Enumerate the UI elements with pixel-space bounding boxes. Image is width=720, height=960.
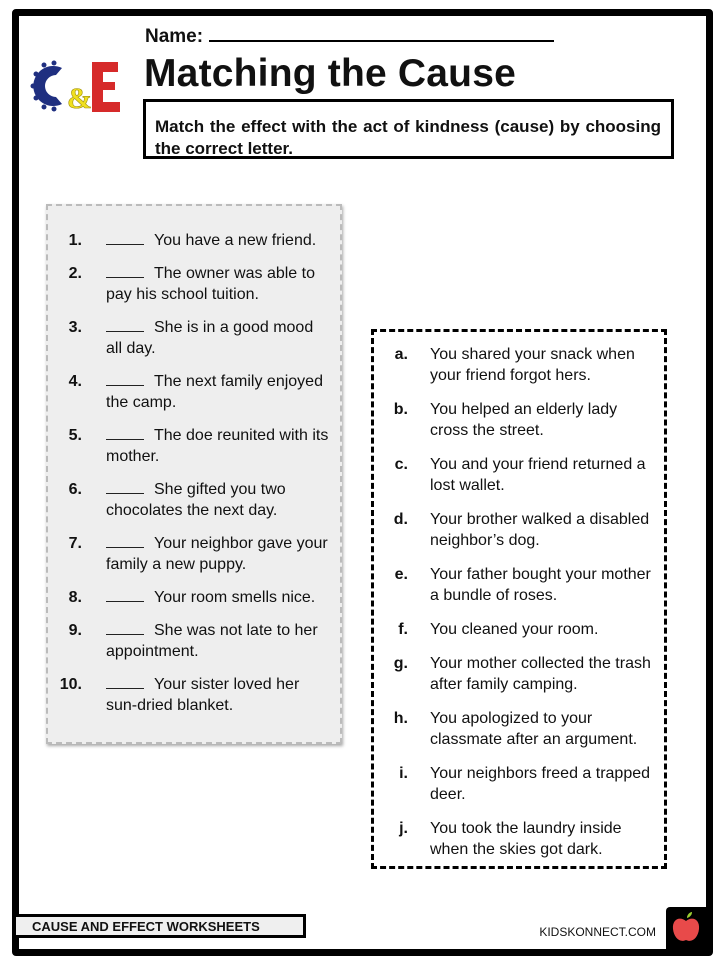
effect-number: 6. xyxy=(68,481,82,498)
effect-text: She is in a good mood all day. xyxy=(106,319,314,357)
effect-item xyxy=(48,587,340,608)
cause-item xyxy=(374,619,664,640)
cause-text: Your brother walked a disabled neighbor’s dog. xyxy=(430,511,650,549)
cause-item xyxy=(374,509,664,551)
causes-list xyxy=(374,344,664,873)
answer-blank[interactable] xyxy=(106,318,144,332)
cause-text: Your father bought your mother a bundle of roses. xyxy=(430,566,651,604)
effect-text: The owner was able to pay his school tuition. xyxy=(106,265,315,303)
cause-letter: f. xyxy=(398,621,408,638)
cause-item xyxy=(374,818,664,860)
worksheet-series-label: CAUSE AND EFFECT WORKSHEETS xyxy=(16,914,306,938)
apple-icon xyxy=(666,907,706,949)
effect-item xyxy=(48,620,340,662)
effect-item xyxy=(48,674,340,716)
effect-number: 9. xyxy=(68,622,82,639)
effect-item xyxy=(48,263,340,305)
cause-letter: a. xyxy=(394,346,408,363)
cause-letter: c. xyxy=(394,456,408,473)
cause-item xyxy=(374,454,664,496)
effect-text: She was not late to her appointment. xyxy=(106,622,318,660)
effect-number: 5. xyxy=(68,427,82,444)
effect-text: The next family enjoyed the camp. xyxy=(106,373,323,411)
answer-blank[interactable] xyxy=(106,372,144,386)
effect-text: Your neighbor gave your family a new puppy. xyxy=(106,535,328,573)
cause-letter: g. xyxy=(393,655,408,672)
cause-text: You cleaned your room. xyxy=(430,621,599,638)
cause-letter: h. xyxy=(393,710,408,727)
name-label: Name: xyxy=(145,26,204,47)
site-name: KIDSKONNECT.COM xyxy=(539,925,656,939)
answer-blank[interactable] xyxy=(106,480,144,494)
cause-text: You and your friend returned a lost wallet. xyxy=(430,456,646,494)
effect-number: 7. xyxy=(68,535,82,552)
effect-number: 1. xyxy=(68,232,82,249)
cause-item xyxy=(374,763,664,805)
answer-blank[interactable] xyxy=(106,264,144,278)
effects-panel xyxy=(46,204,342,744)
answer-blank[interactable] xyxy=(106,426,144,440)
effect-item xyxy=(48,371,340,413)
cause-item xyxy=(374,564,664,606)
answer-blank[interactable] xyxy=(106,588,144,602)
answer-blank[interactable] xyxy=(106,621,144,635)
cause-letter: b. xyxy=(393,401,408,418)
page-title: Matching the Cause xyxy=(144,52,516,95)
effect-item xyxy=(48,425,340,467)
effect-text: She gifted you two chocolates the next day. xyxy=(106,481,286,519)
cause-item xyxy=(374,653,664,695)
cause-letter: e. xyxy=(394,566,408,583)
effect-item xyxy=(48,230,340,251)
cause-effect-logo xyxy=(30,54,126,118)
answer-blank[interactable] xyxy=(106,534,144,548)
effects-list xyxy=(48,230,340,728)
cause-item xyxy=(374,399,664,441)
answer-blank[interactable] xyxy=(106,675,144,689)
effect-item xyxy=(48,317,340,359)
effect-text: The doe reunited with its mother. xyxy=(106,427,329,465)
effect-item xyxy=(48,479,340,521)
effect-number: 4. xyxy=(68,373,82,390)
name-field[interactable] xyxy=(145,26,554,48)
cause-item xyxy=(374,708,664,750)
cause-text: Your mother collected the trash after family camping. xyxy=(430,655,651,693)
cause-letter: d. xyxy=(393,511,408,528)
effect-number: 10. xyxy=(59,676,82,693)
name-blank-line[interactable] xyxy=(209,26,554,42)
effect-number: 2. xyxy=(68,265,82,282)
effect-number: 3. xyxy=(68,319,82,336)
cause-text: You shared your snack when your friend forgot hers. xyxy=(430,346,635,384)
cause-letter: j. xyxy=(399,820,408,837)
causes-panel xyxy=(371,329,667,869)
apple-logo-tab xyxy=(666,907,706,949)
cause-text: You took the laundry inside when the skies got dark. xyxy=(430,820,622,858)
svg-text:&: & xyxy=(67,82,92,115)
cause-text: You apologized to your classmate after an argument. xyxy=(430,710,638,748)
effect-item xyxy=(48,533,340,575)
cause-item xyxy=(374,344,664,386)
effect-text: Your sister loved her sun-dried blanket. xyxy=(106,676,300,714)
effect-text: You have a new friend. xyxy=(154,232,317,249)
cause-letter: i. xyxy=(399,765,408,782)
cause-text: You helped an elderly lady cross the street. xyxy=(430,401,618,439)
effect-number: 8. xyxy=(68,589,82,606)
instructions-box: Match the effect with the act of kindness (cause) by choosing the correct letter. xyxy=(143,99,674,159)
cause-text: Your neighbors freed a trapped deer. xyxy=(430,765,651,803)
answer-blank[interactable] xyxy=(106,231,144,245)
effect-text: Your room smells nice. xyxy=(154,589,316,606)
